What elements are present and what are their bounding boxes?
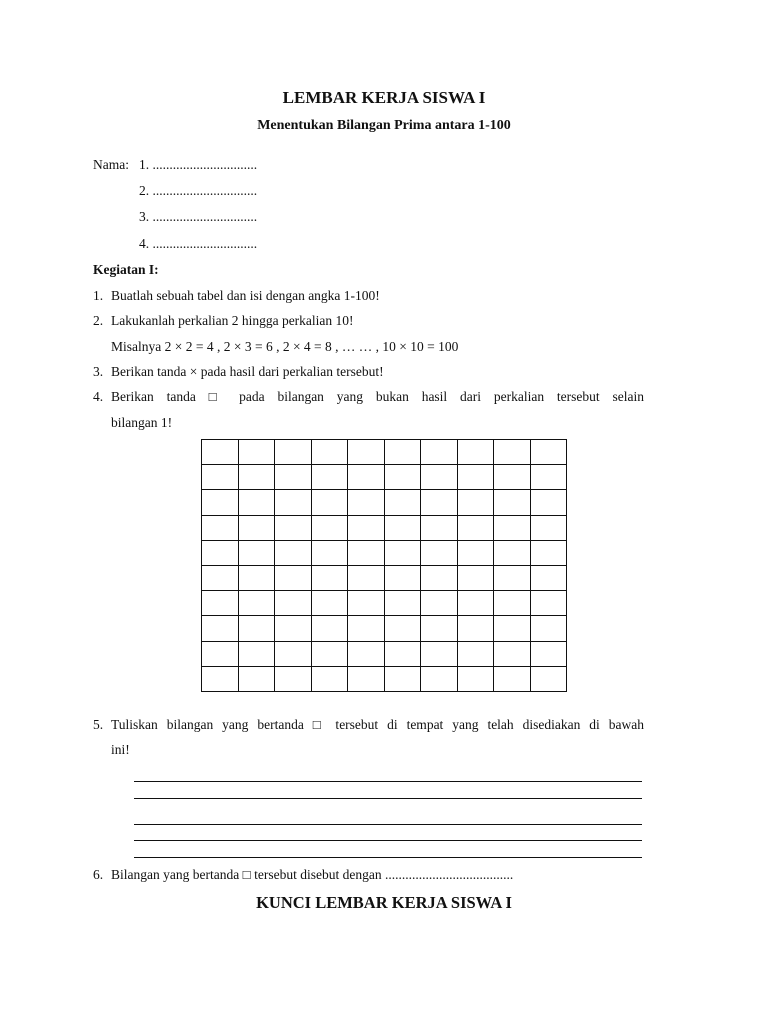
step-2 bbox=[93, 313, 354, 329]
grid-cell bbox=[275, 666, 312, 691]
grid-cell bbox=[421, 515, 458, 540]
grid-cell bbox=[530, 616, 567, 641]
grid-cell bbox=[384, 465, 421, 490]
grid-cell bbox=[348, 490, 385, 515]
grid-cell bbox=[275, 515, 312, 540]
grid-cell bbox=[238, 490, 275, 515]
grid-cell bbox=[275, 440, 312, 465]
grid-cell bbox=[311, 465, 348, 490]
grid-row bbox=[202, 490, 567, 515]
grid-row bbox=[202, 440, 567, 465]
grid-row bbox=[202, 515, 567, 540]
grid-row bbox=[202, 591, 567, 616]
grid-cell bbox=[421, 440, 458, 465]
grid-cell bbox=[457, 641, 494, 666]
grid-cell bbox=[311, 540, 348, 565]
step-number: 3. bbox=[93, 364, 104, 379]
grid-cell bbox=[202, 591, 239, 616]
step-text: Berikan tanda × pada hasil dari perkalian tersebut! bbox=[111, 364, 384, 379]
grid-cell bbox=[311, 490, 348, 515]
page-title: LEMBAR KERJA SISWA I bbox=[282, 88, 486, 107]
grid-cell bbox=[384, 616, 421, 641]
grid-cell bbox=[384, 515, 421, 540]
step-5-text: Tuliskan bilangan yang bertanda □ tersebut di tempat yang telah disediakan di bawah bbox=[111, 717, 644, 732]
page-subtitle: Menentukan Bilangan Prima antara 1-100 bbox=[257, 118, 511, 133]
grid-cell bbox=[311, 666, 348, 691]
grid-cell bbox=[494, 616, 531, 641]
grid-cell bbox=[238, 440, 275, 465]
grid-cell bbox=[384, 440, 421, 465]
grid-cell bbox=[421, 465, 458, 490]
grid-cell bbox=[421, 641, 458, 666]
grid-cell bbox=[494, 515, 531, 540]
step-5-continuation: ini! bbox=[111, 742, 130, 757]
grid-cell bbox=[348, 591, 385, 616]
grid-cell bbox=[457, 440, 494, 465]
step-text: Lakukanlah perkalian 2 hingga perkalian 10! bbox=[111, 313, 354, 328]
grid-cell bbox=[238, 465, 275, 490]
grid-row bbox=[202, 616, 567, 641]
grid-cell bbox=[421, 540, 458, 565]
grid-cell bbox=[457, 465, 494, 490]
grid-cell bbox=[275, 465, 312, 490]
grid-row bbox=[202, 540, 567, 565]
step-4-continuation: bilangan 1! bbox=[111, 415, 173, 430]
grid-cell bbox=[202, 515, 239, 540]
grid-cell bbox=[202, 490, 239, 515]
step-4-number: 4. bbox=[93, 389, 104, 404]
grid-row bbox=[202, 666, 567, 691]
grid-cell bbox=[530, 591, 567, 616]
grid-cell bbox=[384, 565, 421, 590]
step-3 bbox=[93, 364, 384, 380]
grid-cell bbox=[494, 565, 531, 590]
grid-cell bbox=[494, 465, 531, 490]
name-slot-1: 1. ............................... bbox=[139, 157, 258, 172]
grid-cell bbox=[348, 465, 385, 490]
step-6 bbox=[93, 867, 513, 883]
grid-cell bbox=[384, 490, 421, 515]
grid-cell bbox=[494, 490, 531, 515]
grid-cell bbox=[384, 540, 421, 565]
step-1 bbox=[93, 288, 380, 304]
grid-cell bbox=[348, 666, 385, 691]
grid-cell bbox=[238, 565, 275, 590]
grid-cell bbox=[311, 591, 348, 616]
step-number: 2. bbox=[93, 313, 104, 328]
grid-cell bbox=[275, 641, 312, 666]
grid-cell bbox=[494, 540, 531, 565]
step-4-text: Berikan tanda □ pada bilangan yang bukan hasil dari perkalian tersebut selain bbox=[111, 389, 644, 404]
grid-cell bbox=[275, 616, 312, 641]
grid-cell bbox=[457, 591, 494, 616]
step-number: 6. bbox=[93, 867, 104, 882]
grid-cell bbox=[494, 641, 531, 666]
grid-cell bbox=[530, 565, 567, 590]
grid-cell bbox=[530, 440, 567, 465]
grid-cell bbox=[202, 465, 239, 490]
grid-cell bbox=[238, 641, 275, 666]
grid-cell bbox=[238, 591, 275, 616]
grid-cell bbox=[348, 565, 385, 590]
grid-cell bbox=[530, 666, 567, 691]
answer-line bbox=[134, 840, 642, 841]
name-slot-3: 3. ............................... bbox=[139, 209, 258, 224]
grid-cell bbox=[311, 565, 348, 590]
grid-row bbox=[202, 465, 567, 490]
grid-cell bbox=[238, 540, 275, 565]
name-label: Nama: bbox=[93, 157, 129, 172]
name-slot-4: 4. ............................... bbox=[139, 236, 258, 251]
grid-cell bbox=[348, 540, 385, 565]
grid-row bbox=[202, 565, 567, 590]
grid-cell bbox=[311, 641, 348, 666]
grid-cell bbox=[421, 490, 458, 515]
grid-cell bbox=[348, 616, 385, 641]
step-number: 1. bbox=[93, 288, 104, 303]
grid-cell bbox=[311, 440, 348, 465]
grid-cell bbox=[530, 490, 567, 515]
grid-cell bbox=[530, 641, 567, 666]
grid-cell bbox=[530, 465, 567, 490]
grid-cell bbox=[311, 515, 348, 540]
grid-cell bbox=[457, 616, 494, 641]
answer-line bbox=[134, 781, 642, 782]
grid-row bbox=[202, 641, 567, 666]
grid-cell bbox=[348, 440, 385, 465]
answer-line bbox=[134, 798, 642, 799]
grid-cell bbox=[457, 490, 494, 515]
step-5-number: 5. bbox=[93, 717, 104, 732]
step-2-example: Misalnya 2 × 2 = 4 , 2 × 3 = 6 , 2 × 4 = 8 , … … , 10 × 10 = 100 bbox=[111, 339, 459, 354]
grid-cell bbox=[530, 515, 567, 540]
grid-cell bbox=[457, 666, 494, 691]
number-grid bbox=[201, 439, 567, 692]
step-text: Bilangan yang bertanda □ tersebut disebut dengan ...................................... bbox=[111, 867, 514, 882]
grid-cell bbox=[530, 540, 567, 565]
answer-line bbox=[134, 824, 642, 825]
grid-cell bbox=[421, 616, 458, 641]
grid-cell bbox=[457, 565, 494, 590]
grid-cell bbox=[348, 515, 385, 540]
grid-cell bbox=[202, 616, 239, 641]
step-text: Buatlah sebuah tabel dan isi dengan angka 1-100! bbox=[111, 288, 380, 303]
grid-cell bbox=[275, 565, 312, 590]
grid-cell bbox=[421, 666, 458, 691]
grid-cell bbox=[494, 440, 531, 465]
grid-cell bbox=[494, 591, 531, 616]
grid-cell bbox=[202, 540, 239, 565]
grid-cell bbox=[494, 666, 531, 691]
grid-cell bbox=[457, 515, 494, 540]
answer-line bbox=[134, 857, 642, 858]
grid-cell bbox=[202, 641, 239, 666]
activity-heading: Kegiatan I: bbox=[93, 262, 159, 277]
grid-cell bbox=[384, 666, 421, 691]
grid-cell bbox=[275, 591, 312, 616]
grid-cell bbox=[311, 616, 348, 641]
grid-cell bbox=[421, 591, 458, 616]
grid-cell bbox=[275, 540, 312, 565]
grid-cell bbox=[384, 641, 421, 666]
grid-cell bbox=[238, 515, 275, 540]
grid-cell bbox=[202, 440, 239, 465]
grid-cell bbox=[384, 591, 421, 616]
grid-cell bbox=[275, 490, 312, 515]
grid-cell bbox=[457, 540, 494, 565]
grid-cell bbox=[202, 565, 239, 590]
answer-key-title: KUNCI LEMBAR KERJA SISWA I bbox=[256, 893, 512, 912]
grid-cell bbox=[238, 666, 275, 691]
name-slot-2: 2. ............................... bbox=[139, 183, 258, 198]
grid-cell bbox=[421, 565, 458, 590]
grid-cell bbox=[202, 666, 239, 691]
grid-cell bbox=[238, 616, 275, 641]
grid-cell bbox=[348, 641, 385, 666]
